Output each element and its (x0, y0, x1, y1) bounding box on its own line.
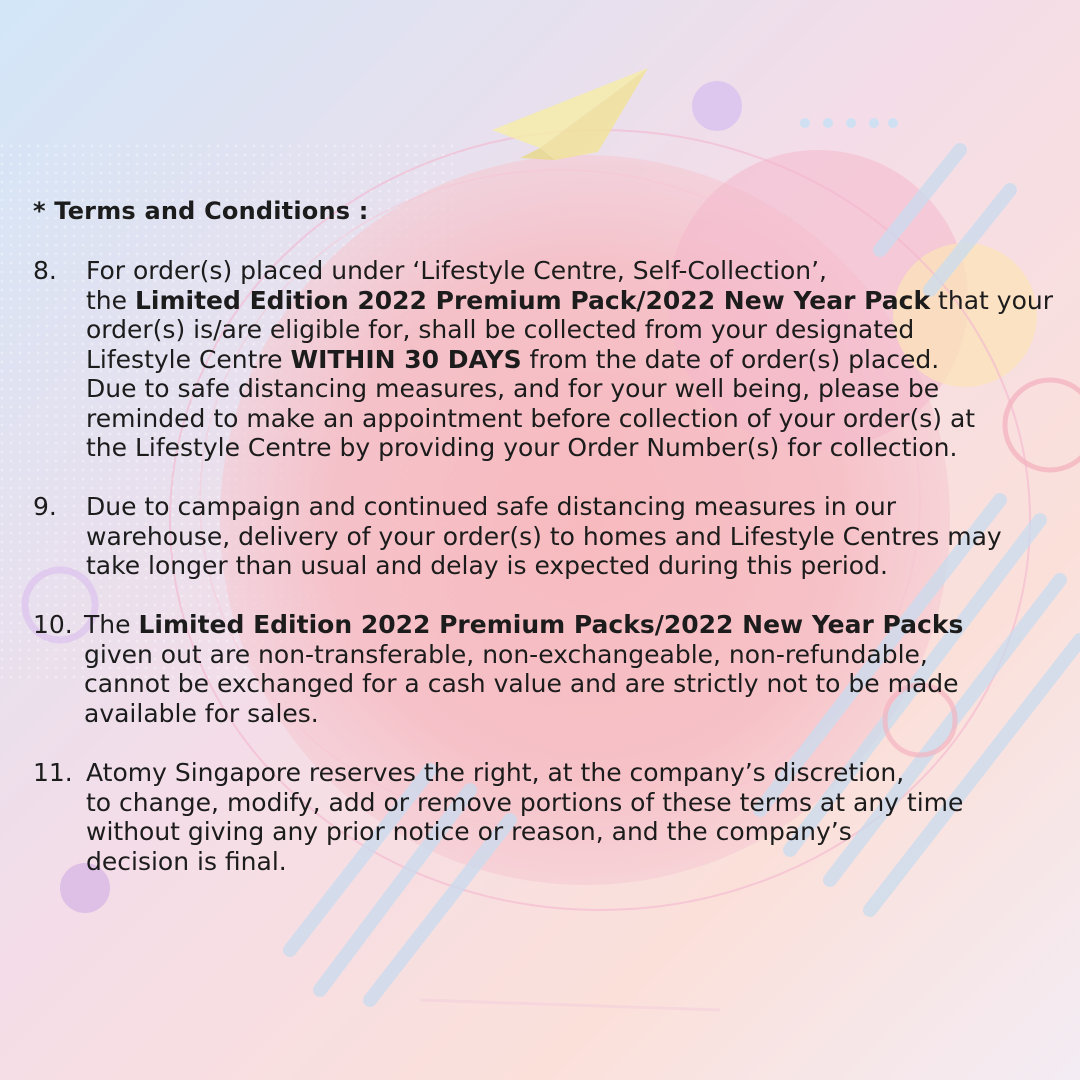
term-line (86, 847, 287, 877)
term-text: the (86, 285, 135, 315)
term-text: decision is final. (86, 846, 287, 876)
term-line (86, 817, 852, 847)
term-text: warehouse, delivery of your order(s) to homes and Lifestyle Centres may (86, 521, 1002, 551)
terms-heading: * Terms and Conditions : (33, 197, 369, 225)
term-line (84, 610, 963, 640)
term-text: Lifestyle Centre (86, 344, 291, 374)
term-line (86, 374, 939, 404)
term-text: reminded to make an appointment before collection of your order(s) at (86, 403, 976, 433)
term-line (84, 669, 959, 699)
term-text: order(s) is/are eligible for, shall be collected from your designated (86, 315, 915, 344)
term-line (86, 522, 1002, 552)
term-text: without giving any prior notice or reason, and the company’s (86, 817, 852, 846)
term-line (86, 345, 939, 375)
term-text: Due to safe distancing measures, and for your well being, please be (86, 374, 940, 403)
term-text: the Lifestyle Centre by providing your Order Number(s) for collection. (86, 433, 958, 462)
term-text: For order(s) placed under ‘Lifestyle Centre, Self-Collection’, (86, 256, 827, 285)
term-text: Atomy Singapore reserves the right, at the company’s discretion, (86, 758, 905, 787)
term-line (86, 404, 975, 434)
term-line (86, 256, 827, 286)
term-number: 8. (33, 256, 57, 285)
emphasis-text: Limited Edition 2022 Premium Packs/2022 New Year Packs (138, 610, 964, 639)
emphasis-text: Limited Edition 2022 Premium Pack/2022 New Year Pack (134, 285, 931, 315)
term-line (84, 699, 319, 729)
emphasis-text: WITHIN 30 DAYS (290, 344, 522, 374)
term-line (86, 492, 896, 522)
term-line (86, 433, 957, 463)
term-number: 9. (33, 492, 57, 521)
term-line (86, 758, 904, 788)
term-text: take longer than usual and delay is expected during this period. (86, 551, 888, 580)
term-line (86, 788, 963, 818)
term-text: to change, modify, add or remove portions of these terms at any time (86, 787, 964, 817)
term-number: 10. (33, 610, 73, 639)
term-line (86, 551, 888, 581)
term-text: Due to campaign and continued safe distancing measures in our (86, 492, 896, 521)
term-line (84, 640, 928, 670)
term-text: The (84, 610, 139, 639)
term-line (86, 286, 1053, 316)
term-text: available for sales. (84, 698, 319, 728)
term-text: given out are non-transferable, non-exchangeable, non-refundable, (84, 639, 928, 669)
term-text: that your (930, 285, 1053, 315)
term-text: cannot be exchanged for a cash value and are strictly not to be made (84, 669, 959, 698)
term-number: 11. (33, 758, 73, 787)
term-line (86, 315, 914, 345)
term-text: from the date of order(s) placed. (521, 344, 940, 374)
